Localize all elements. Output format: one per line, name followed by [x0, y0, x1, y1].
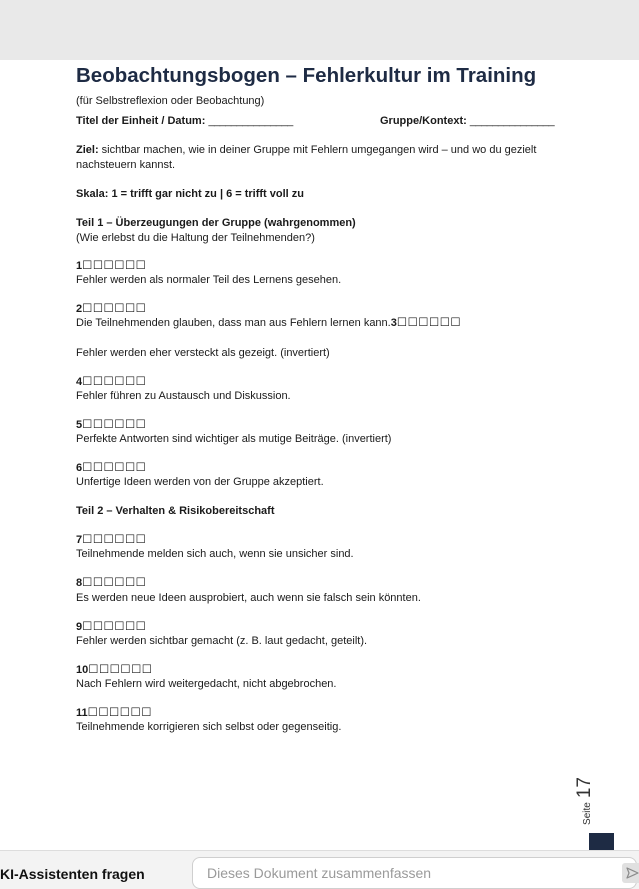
scale-legend: Skala: 1 = trifft gar nicht zu | 6 = trifft voll zu [76, 188, 305, 200]
item-number: 3 [390, 317, 397, 329]
page-label: Seite [582, 802, 593, 825]
item-10-rating [76, 663, 153, 677]
document-subtitle: (für Selbstreflexion oder Beobachtung) [76, 95, 265, 107]
field-title-blank: _______________ [208, 115, 293, 127]
send-button[interactable] [622, 863, 639, 883]
part1-heading: Teil 1 – Überzeugungen der Gruppe (wahrgenommen) [76, 217, 356, 229]
item-5-text: Perfekte Antworten sind wichtiger als mutige Beiträge. (invertiert) [76, 433, 392, 445]
item-number: 4 [76, 376, 83, 388]
item-4-text: Fehler führen zu Austausch und Diskussion. [76, 390, 291, 402]
goal-line-1 [76, 143, 536, 157]
rating-checkboxes[interactable]: ☐☐☐☐☐☐ [82, 621, 147, 633]
rating-checkboxes[interactable]: ☐☐☐☐☐☐ [82, 577, 147, 589]
page-number [574, 777, 626, 825]
item-number: 6 [76, 462, 83, 474]
goal-line-2: nachsteuern kannst. [76, 159, 176, 171]
item-1-rating [76, 259, 146, 273]
rating-checkboxes[interactable]: ☐☐☐☐☐☐ [82, 260, 147, 272]
item-5-rating [76, 418, 146, 432]
rating-checkboxes[interactable]: ☐☐☐☐☐☐ [87, 707, 152, 719]
rating-checkboxes[interactable]: ☐☐☐☐☐☐ [82, 303, 147, 315]
item-7-rating [76, 533, 146, 547]
assistant-label: KI-Assistenten fragen [0, 866, 145, 882]
field-group-label: Gruppe/Kontext: [380, 115, 467, 127]
rating-checkboxes[interactable]: ☐☐☐☐☐☐ [88, 664, 153, 676]
item-6-text: Unfertige Ideen werden von der Gruppe akzeptiert. [76, 476, 324, 488]
goal-text-1: sichtbar machen, wie in deiner Gruppe mit Fehlern umgegangen wird – und wo du gezielt [98, 144, 537, 156]
item-number: 7 [76, 534, 83, 546]
item-8-rating [76, 576, 146, 590]
item-2-text: Die Teilnehmenden glauben, dass man aus Fehlern lernen kann. [76, 317, 391, 329]
item-number: 9 [76, 621, 83, 633]
item-number: 8 [76, 577, 83, 589]
item-number: 5 [76, 419, 83, 431]
item-number: 11 [76, 707, 88, 719]
rating-checkboxes[interactable]: ☐☐☐☐☐☐ [82, 534, 147, 546]
item-11-text: Teilnehmende korrigieren sich selbst oder gegenseitig. [76, 721, 342, 733]
field-title-label: Titel der Einheit / Datum: [76, 115, 206, 127]
item-11-rating [76, 706, 152, 720]
document-title: Beobachtungsbogen – Fehlerkultur im Training [76, 64, 537, 87]
item-10-text: Nach Fehlern wird weitergedacht, nicht abgebrochen. [76, 678, 337, 690]
page-number-value: 17 [574, 777, 595, 799]
item-9-text: Fehler werden sichtbar gemacht (z. B. laut gedacht, geteilt). [76, 635, 368, 647]
field-group-blank: _______________ [469, 115, 555, 127]
rating-checkboxes[interactable]: ☐☐☐☐☐☐ [396, 317, 462, 329]
rating-checkboxes[interactable]: ☐☐☐☐☐☐ [82, 462, 147, 474]
item-number: 2 [76, 303, 83, 315]
field-title-date [76, 114, 293, 128]
item-6-rating [76, 461, 146, 475]
item-2-text-line [76, 316, 461, 330]
goal-label: Ziel: [76, 144, 99, 156]
part2-heading: Teil 2 – Verhalten & Risikobereitschaft [76, 505, 275, 517]
footer-accent-block [589, 833, 614, 850]
item-7-text: Teilnehmende melden sich auch, wenn sie unsicher sind. [76, 548, 354, 560]
send-icon [622, 863, 639, 883]
item-1-text: Fehler werden als normaler Teil des Lernens gesehen. [76, 274, 342, 286]
item-3-text: Fehler werden eher versteckt als gezeigt. (invertiert) [76, 347, 330, 359]
rating-checkboxes[interactable]: ☐☐☐☐☐☐ [82, 376, 147, 388]
field-group-context [380, 114, 554, 128]
item-8-text: Es werden neue Ideen ausprobiert, auch wenn sie falsch sein könnten. [76, 592, 421, 604]
item-2-rating [76, 302, 146, 316]
part1-subheading: (Wie erlebst du die Haltung der Teilnehmenden?) [76, 232, 315, 244]
item-number: 1 [76, 260, 83, 272]
rating-checkboxes[interactable]: ☐☐☐☐☐☐ [82, 419, 147, 431]
item-number: 10 [76, 664, 89, 676]
item-9-rating [76, 620, 146, 634]
assistant-prompt-input[interactable] [192, 857, 637, 889]
item-4-rating [76, 375, 146, 389]
top-toolbar-area [0, 0, 639, 60]
